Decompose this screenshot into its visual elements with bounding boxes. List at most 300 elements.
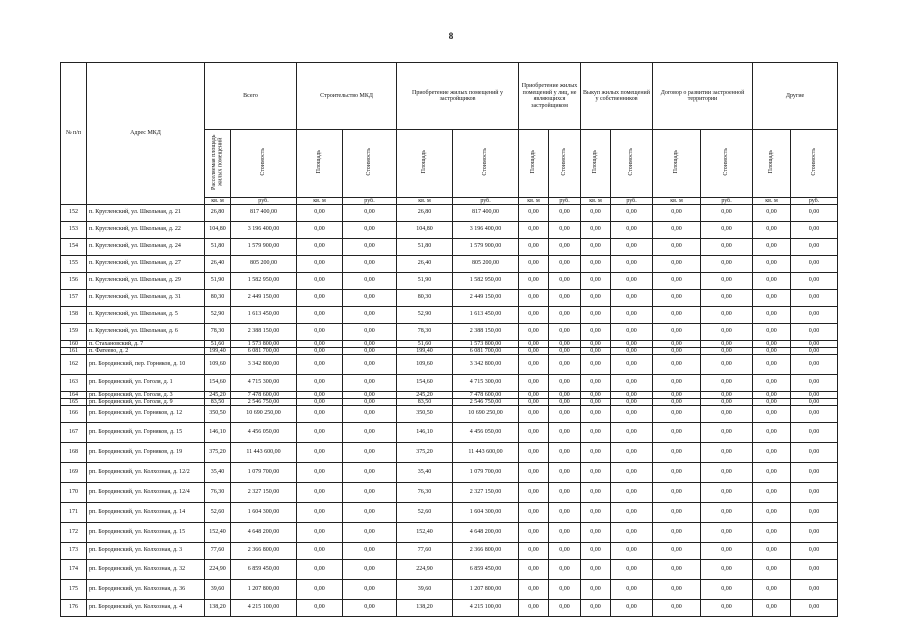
- row-territory-cost: 0,00: [701, 599, 753, 616]
- row-developers-area: 375,20: [397, 442, 453, 462]
- unit-cost: руб.: [701, 197, 753, 204]
- row-non-developers-area: 0,00: [519, 306, 549, 323]
- row-territory-cost: 0,00: [701, 323, 753, 340]
- row-non-developers-area: 0,00: [519, 391, 549, 398]
- group-header-developers: Приобретение жилых помещений у застройщиков: [397, 63, 519, 130]
- unit-cost: руб.: [791, 197, 838, 204]
- row-total-area: 104,80: [205, 221, 231, 238]
- row-developers-cost: 1 604 300,00: [453, 502, 519, 522]
- row-territory-cost: 0,00: [701, 374, 753, 391]
- row-buyout-area: 0,00: [581, 204, 611, 221]
- row-territory-area: 0,00: [653, 255, 701, 272]
- row-non-developers-cost: 0,00: [549, 221, 581, 238]
- table-row: [61, 579, 838, 599]
- row-buyout-cost: 0,00: [611, 398, 653, 405]
- row-address: рп. Бородинский, ул. Горняков, д. 12: [87, 405, 205, 422]
- row-non-developers-area: 0,00: [519, 559, 549, 579]
- row-number: 172: [61, 522, 87, 542]
- row-total-cost: 1 079 700,00: [231, 462, 297, 482]
- row-construction-cost: 0,00: [343, 579, 397, 599]
- row-total-cost: 3 196 400,00: [231, 221, 297, 238]
- row-other-area: 0,00: [753, 323, 791, 340]
- row-address: п. Кругленский, ул. Школьная, д. 27: [87, 255, 205, 272]
- sub-header-cost: Стоимость: [701, 130, 753, 198]
- row-other-area: 0,00: [753, 422, 791, 442]
- row-construction-area: 0,00: [297, 522, 343, 542]
- row-total-area: 199,40: [205, 347, 231, 354]
- row-total-cost: 2 327 150,00: [231, 482, 297, 502]
- row-non-developers-area: 0,00: [519, 289, 549, 306]
- row-construction-area: 0,00: [297, 354, 343, 374]
- row-other-cost: 0,00: [791, 579, 838, 599]
- row-territory-area: 0,00: [653, 306, 701, 323]
- row-construction-area: 0,00: [297, 272, 343, 289]
- row-buyout-area: 0,00: [581, 502, 611, 522]
- row-developers-cost: 1 573 800,00: [453, 340, 519, 347]
- row-developers-cost: 1 582 950,00: [453, 272, 519, 289]
- row-total-cost: 4 648 200,00: [231, 522, 297, 542]
- row-number: 174: [61, 559, 87, 579]
- row-other-area: 0,00: [753, 522, 791, 542]
- row-territory-area: 0,00: [653, 323, 701, 340]
- row-buyout-cost: 0,00: [611, 255, 653, 272]
- row-non-developers-area: 0,00: [519, 442, 549, 462]
- row-territory-cost: 0,00: [701, 347, 753, 354]
- row-total-area: 51,60: [205, 340, 231, 347]
- row-developers-cost: 817 400,00: [453, 204, 519, 221]
- row-number: 161: [61, 347, 87, 354]
- row-buyout-area: 0,00: [581, 482, 611, 502]
- row-buyout-area: 0,00: [581, 579, 611, 599]
- row-other-area: 0,00: [753, 391, 791, 398]
- row-other-cost: 0,00: [791, 502, 838, 522]
- row-address: п. Кругленский, ул. Школьная, д. 6: [87, 323, 205, 340]
- row-developers-cost: 4 648 200,00: [453, 522, 519, 542]
- table-row: [61, 405, 838, 422]
- row-buyout-cost: 0,00: [611, 306, 653, 323]
- row-territory-area: 0,00: [653, 391, 701, 398]
- row-number: 153: [61, 221, 87, 238]
- row-other-area: 0,00: [753, 405, 791, 422]
- row-total-area: 224,90: [205, 559, 231, 579]
- row-address: рп. Бородинский, ул. Гоголя, д. 3: [87, 391, 205, 398]
- row-other-area: 0,00: [753, 502, 791, 522]
- row-total-cost: 1 579 900,00: [231, 238, 297, 255]
- row-address: п. Кругленский, ул. Школьная, д. 22: [87, 221, 205, 238]
- row-total-cost: 805 200,00: [231, 255, 297, 272]
- row-total-cost: 3 342 800,00: [231, 354, 297, 374]
- row-territory-cost: 0,00: [701, 522, 753, 542]
- row-territory-area: 0,00: [653, 559, 701, 579]
- row-non-developers-area: 0,00: [519, 405, 549, 422]
- row-number: 166: [61, 405, 87, 422]
- row-total-area: 375,20: [205, 442, 231, 462]
- row-buyout-cost: 0,00: [611, 272, 653, 289]
- table-row: [61, 238, 838, 255]
- row-total-cost: 6 081 700,00: [231, 347, 297, 354]
- row-total-area: 52,60: [205, 502, 231, 522]
- row-non-developers-cost: 0,00: [549, 482, 581, 502]
- row-developers-cost: 1 613 450,00: [453, 306, 519, 323]
- row-construction-cost: 0,00: [343, 354, 397, 374]
- row-construction-cost: 0,00: [343, 422, 397, 442]
- row-buyout-cost: 0,00: [611, 289, 653, 306]
- sub-header-area: Площадь: [653, 130, 701, 198]
- row-non-developers-area: 0,00: [519, 462, 549, 482]
- row-other-area: 0,00: [753, 462, 791, 482]
- row-territory-area: 0,00: [653, 238, 701, 255]
- row-total-cost: 4 715 300,00: [231, 374, 297, 391]
- row-territory-cost: 0,00: [701, 255, 753, 272]
- row-developers-cost: 1 207 800,00: [453, 579, 519, 599]
- unit-area: кв. м: [205, 197, 231, 204]
- row-buyout-cost: 0,00: [611, 323, 653, 340]
- row-territory-cost: 0,00: [701, 238, 753, 255]
- row-construction-area: 0,00: [297, 347, 343, 354]
- row-construction-cost: 0,00: [343, 405, 397, 422]
- row-developers-area: 80,30: [397, 289, 453, 306]
- unit-cost: руб.: [343, 197, 397, 204]
- row-developers-area: 26,80: [397, 204, 453, 221]
- row-total-cost: 11 443 600,00: [231, 442, 297, 462]
- row-buyout-cost: 0,00: [611, 405, 653, 422]
- row-construction-cost: 0,00: [343, 599, 397, 616]
- row-developers-area: 199,40: [397, 347, 453, 354]
- row-developers-area: 350,50: [397, 405, 453, 422]
- row-buyout-cost: 0,00: [611, 354, 653, 374]
- row-buyout-area: 0,00: [581, 354, 611, 374]
- row-territory-area: 0,00: [653, 221, 701, 238]
- row-other-cost: 0,00: [791, 462, 838, 482]
- row-other-area: 0,00: [753, 221, 791, 238]
- row-construction-cost: 0,00: [343, 374, 397, 391]
- row-address: п. Фатеево, д. 2: [87, 347, 205, 354]
- row-construction-cost: 0,00: [343, 442, 397, 462]
- row-developers-cost: 6 081 700,00: [453, 347, 519, 354]
- row-buyout-cost: 0,00: [611, 559, 653, 579]
- row-number: 168: [61, 442, 87, 462]
- row-other-area: 0,00: [753, 542, 791, 559]
- row-total-area: 51,90: [205, 272, 231, 289]
- row-address: рп. Бородинский, ул. Гоголя, д. 1: [87, 374, 205, 391]
- row-number: 163: [61, 374, 87, 391]
- row-buyout-area: 0,00: [581, 599, 611, 616]
- row-construction-cost: 0,00: [343, 482, 397, 502]
- table-row: [61, 462, 838, 482]
- row-other-area: 0,00: [753, 559, 791, 579]
- row-territory-cost: 0,00: [701, 502, 753, 522]
- row-other-cost: 0,00: [791, 272, 838, 289]
- row-address: рп. Бородинский, ул. Колхозная, д. 32: [87, 559, 205, 579]
- table-row: [61, 354, 838, 374]
- row-developers-cost: 11 443 600,00: [453, 442, 519, 462]
- group-header-territory: Договор о развитии застроенной территории: [653, 63, 753, 130]
- row-total-area: 138,20: [205, 599, 231, 616]
- unit-area: кв. м: [753, 197, 791, 204]
- row-other-cost: 0,00: [791, 482, 838, 502]
- row-non-developers-area: 0,00: [519, 522, 549, 542]
- row-total-cost: 2 546 750,00: [231, 398, 297, 405]
- unit-cost: руб.: [611, 197, 653, 204]
- row-territory-cost: 0,00: [701, 398, 753, 405]
- row-number: 169: [61, 462, 87, 482]
- row-non-developers-cost: 0,00: [549, 354, 581, 374]
- row-number: 173: [61, 542, 87, 559]
- row-construction-cost: 0,00: [343, 347, 397, 354]
- row-total-area: 350,50: [205, 405, 231, 422]
- row-other-area: 0,00: [753, 306, 791, 323]
- row-address: рп. Бородинский, ул. Колхозная, д. 36: [87, 579, 205, 599]
- row-address: п. Кругленский, ул. Школьная, д. 5: [87, 306, 205, 323]
- row-construction-area: 0,00: [297, 374, 343, 391]
- row-non-developers-area: 0,00: [519, 204, 549, 221]
- row-construction-area: 0,00: [297, 422, 343, 442]
- row-buyout-area: 0,00: [581, 238, 611, 255]
- row-developers-area: 51,60: [397, 340, 453, 347]
- row-address: п. Кругленский, ул. Школьная, д. 24: [87, 238, 205, 255]
- row-number: 152: [61, 204, 87, 221]
- row-construction-area: 0,00: [297, 340, 343, 347]
- row-non-developers-cost: 0,00: [549, 374, 581, 391]
- row-non-developers-cost: 0,00: [549, 306, 581, 323]
- group-header-buyout: Выкуп жилых помещений у собственников: [581, 63, 653, 130]
- row-developers-area: 152,40: [397, 522, 453, 542]
- row-developers-area: 78,30: [397, 323, 453, 340]
- row-non-developers-cost: 0,00: [549, 599, 581, 616]
- col-address-header: Адрес МКД: [87, 63, 205, 205]
- row-number: 159: [61, 323, 87, 340]
- row-non-developers-area: 0,00: [519, 599, 549, 616]
- table-row: [61, 398, 838, 405]
- row-construction-cost: 0,00: [343, 204, 397, 221]
- table-row: [61, 340, 838, 347]
- row-territory-area: 0,00: [653, 272, 701, 289]
- row-total-area: 78,30: [205, 323, 231, 340]
- row-total-cost: 7 478 600,00: [231, 391, 297, 398]
- row-developers-cost: 1 579 900,00: [453, 238, 519, 255]
- row-other-area: 0,00: [753, 340, 791, 347]
- table-row: [61, 559, 838, 579]
- row-construction-area: 0,00: [297, 579, 343, 599]
- row-buyout-area: 0,00: [581, 340, 611, 347]
- row-non-developers-area: 0,00: [519, 238, 549, 255]
- row-territory-cost: 0,00: [701, 462, 753, 482]
- row-developers-cost: 805 200,00: [453, 255, 519, 272]
- row-territory-area: 0,00: [653, 204, 701, 221]
- row-non-developers-area: 0,00: [519, 482, 549, 502]
- row-territory-cost: 0,00: [701, 306, 753, 323]
- row-construction-cost: 0,00: [343, 340, 397, 347]
- row-number: 176: [61, 599, 87, 616]
- row-buyout-cost: 0,00: [611, 391, 653, 398]
- row-buyout-cost: 0,00: [611, 374, 653, 391]
- row-territory-cost: 0,00: [701, 559, 753, 579]
- row-construction-cost: 0,00: [343, 221, 397, 238]
- row-buyout-area: 0,00: [581, 462, 611, 482]
- row-other-cost: 0,00: [791, 522, 838, 542]
- row-non-developers-area: 0,00: [519, 374, 549, 391]
- row-construction-area: 0,00: [297, 559, 343, 579]
- row-non-developers-cost: 0,00: [549, 542, 581, 559]
- page-number: 8: [448, 31, 454, 41]
- table-row: [61, 347, 838, 354]
- row-non-developers-cost: 0,00: [549, 272, 581, 289]
- row-other-cost: 0,00: [791, 354, 838, 374]
- row-non-developers-area: 0,00: [519, 221, 549, 238]
- sub-header-cost: Стоимость: [549, 130, 581, 198]
- row-non-developers-cost: 0,00: [549, 323, 581, 340]
- row-territory-area: 0,00: [653, 354, 701, 374]
- row-number: 154: [61, 238, 87, 255]
- row-developers-cost: 4 456 050,00: [453, 422, 519, 442]
- row-total-area: 77,60: [205, 542, 231, 559]
- row-territory-area: 0,00: [653, 347, 701, 354]
- row-buyout-area: 0,00: [581, 255, 611, 272]
- row-address: рп. Бородинский, ул. Колхозная, д. 14: [87, 502, 205, 522]
- row-construction-area: 0,00: [297, 323, 343, 340]
- table-row: [61, 422, 838, 442]
- row-address: рп. Бородинский, ул. Колхозная, д. 12/4: [87, 482, 205, 502]
- row-total-area: 39,60: [205, 579, 231, 599]
- table-body: [61, 204, 838, 616]
- row-total-area: 52,90: [205, 306, 231, 323]
- row-non-developers-cost: 0,00: [549, 398, 581, 405]
- row-non-developers-area: 0,00: [519, 422, 549, 442]
- row-buyout-area: 0,00: [581, 405, 611, 422]
- row-non-developers-cost: 0,00: [549, 289, 581, 306]
- row-total-cost: 6 859 450,00: [231, 559, 297, 579]
- row-total-cost: 2 449 150,00: [231, 289, 297, 306]
- row-construction-cost: 0,00: [343, 323, 397, 340]
- row-other-cost: 0,00: [791, 398, 838, 405]
- row-territory-area: 0,00: [653, 398, 701, 405]
- row-developers-area: 52,90: [397, 306, 453, 323]
- row-developers-area: 146,10: [397, 422, 453, 442]
- row-developers-area: 138,20: [397, 599, 453, 616]
- row-territory-area: 0,00: [653, 374, 701, 391]
- row-buyout-area: 0,00: [581, 442, 611, 462]
- row-address: п. Кругленский, ул. Школьная, д. 21: [87, 204, 205, 221]
- row-buyout-cost: 0,00: [611, 482, 653, 502]
- row-other-area: 0,00: [753, 442, 791, 462]
- row-territory-area: 0,00: [653, 502, 701, 522]
- row-total-area: 51,80: [205, 238, 231, 255]
- row-territory-cost: 0,00: [701, 422, 753, 442]
- row-total-area: 152,40: [205, 522, 231, 542]
- row-buyout-cost: 0,00: [611, 502, 653, 522]
- row-non-developers-cost: 0,00: [549, 238, 581, 255]
- row-number: 157: [61, 289, 87, 306]
- row-total-cost: 1 613 450,00: [231, 306, 297, 323]
- row-buyout-cost: 0,00: [611, 442, 653, 462]
- row-developers-area: 39,60: [397, 579, 453, 599]
- row-territory-area: 0,00: [653, 579, 701, 599]
- row-total-area: 154,60: [205, 374, 231, 391]
- table-row: [61, 599, 838, 616]
- row-address: рп. Бородинский, ул. Колхозная, д. 4: [87, 599, 205, 616]
- row-non-developers-cost: 0,00: [549, 462, 581, 482]
- table-row: [61, 502, 838, 522]
- row-developers-cost: 3 196 400,00: [453, 221, 519, 238]
- row-non-developers-area: 0,00: [519, 255, 549, 272]
- row-non-developers-cost: 0,00: [549, 559, 581, 579]
- table-row: [61, 482, 838, 502]
- row-total-cost: 4 456 050,00: [231, 422, 297, 442]
- row-other-area: 0,00: [753, 255, 791, 272]
- row-other-area: 0,00: [753, 272, 791, 289]
- row-other-cost: 0,00: [791, 442, 838, 462]
- row-territory-cost: 0,00: [701, 289, 753, 306]
- row-other-cost: 0,00: [791, 559, 838, 579]
- row-number: 155: [61, 255, 87, 272]
- row-developers-cost: 1 079 700,00: [453, 462, 519, 482]
- row-other-cost: 0,00: [791, 255, 838, 272]
- row-buyout-cost: 0,00: [611, 347, 653, 354]
- row-developers-area: 154,60: [397, 374, 453, 391]
- row-buyout-cost: 0,00: [611, 599, 653, 616]
- row-other-area: 0,00: [753, 374, 791, 391]
- row-developers-area: 51,80: [397, 238, 453, 255]
- row-total-area: 146,10: [205, 422, 231, 442]
- row-address: п. Стахановский, д. 7: [87, 340, 205, 347]
- unit-cost: руб.: [549, 197, 581, 204]
- row-buyout-cost: 0,00: [611, 221, 653, 238]
- row-buyout-area: 0,00: [581, 422, 611, 442]
- row-total-area: 83,50: [205, 398, 231, 405]
- row-buyout-cost: 0,00: [611, 579, 653, 599]
- row-non-developers-cost: 0,00: [549, 405, 581, 422]
- row-developers-area: 104,80: [397, 221, 453, 238]
- row-territory-area: 0,00: [653, 340, 701, 347]
- row-total-cost: 1 573 800,00: [231, 340, 297, 347]
- row-non-developers-area: 0,00: [519, 502, 549, 522]
- table-row: [61, 522, 838, 542]
- row-territory-area: 0,00: [653, 599, 701, 616]
- row-developers-cost: 4 215 100,00: [453, 599, 519, 616]
- sub-header-area: Площадь: [753, 130, 791, 198]
- row-buyout-area: 0,00: [581, 323, 611, 340]
- row-developers-cost: 6 859 450,00: [453, 559, 519, 579]
- row-other-area: 0,00: [753, 238, 791, 255]
- sub-header-cost: Стоимость: [791, 130, 838, 198]
- row-construction-cost: 0,00: [343, 522, 397, 542]
- row-developers-cost: 10 690 250,00: [453, 405, 519, 422]
- row-number: 165: [61, 398, 87, 405]
- row-construction-area: 0,00: [297, 405, 343, 422]
- row-other-cost: 0,00: [791, 347, 838, 354]
- row-construction-cost: 0,00: [343, 391, 397, 398]
- row-address: рп. Бородинский, пер. Горняков, д. 10: [87, 354, 205, 374]
- row-construction-area: 0,00: [297, 442, 343, 462]
- row-non-developers-cost: 0,00: [549, 347, 581, 354]
- row-territory-cost: 0,00: [701, 221, 753, 238]
- sub-header-area-total: Расселяемая площадь жилых помещений: [205, 130, 231, 198]
- row-number: 175: [61, 579, 87, 599]
- header-row-groups: [61, 63, 838, 130]
- row-territory-cost: 0,00: [701, 579, 753, 599]
- row-non-developers-cost: 0,00: [549, 255, 581, 272]
- row-construction-area: 0,00: [297, 204, 343, 221]
- row-territory-cost: 0,00: [701, 391, 753, 398]
- table-row: [61, 221, 838, 238]
- row-construction-area: 0,00: [297, 306, 343, 323]
- row-territory-area: 0,00: [653, 405, 701, 422]
- row-address: рп. Бородинский, ул. Горняков, д. 19: [87, 442, 205, 462]
- row-address: рп. Бородинский, ул. Колхозная, д. 15: [87, 522, 205, 542]
- row-buyout-cost: 0,00: [611, 542, 653, 559]
- group-header-total: Всего: [205, 63, 297, 130]
- table-row: [61, 442, 838, 462]
